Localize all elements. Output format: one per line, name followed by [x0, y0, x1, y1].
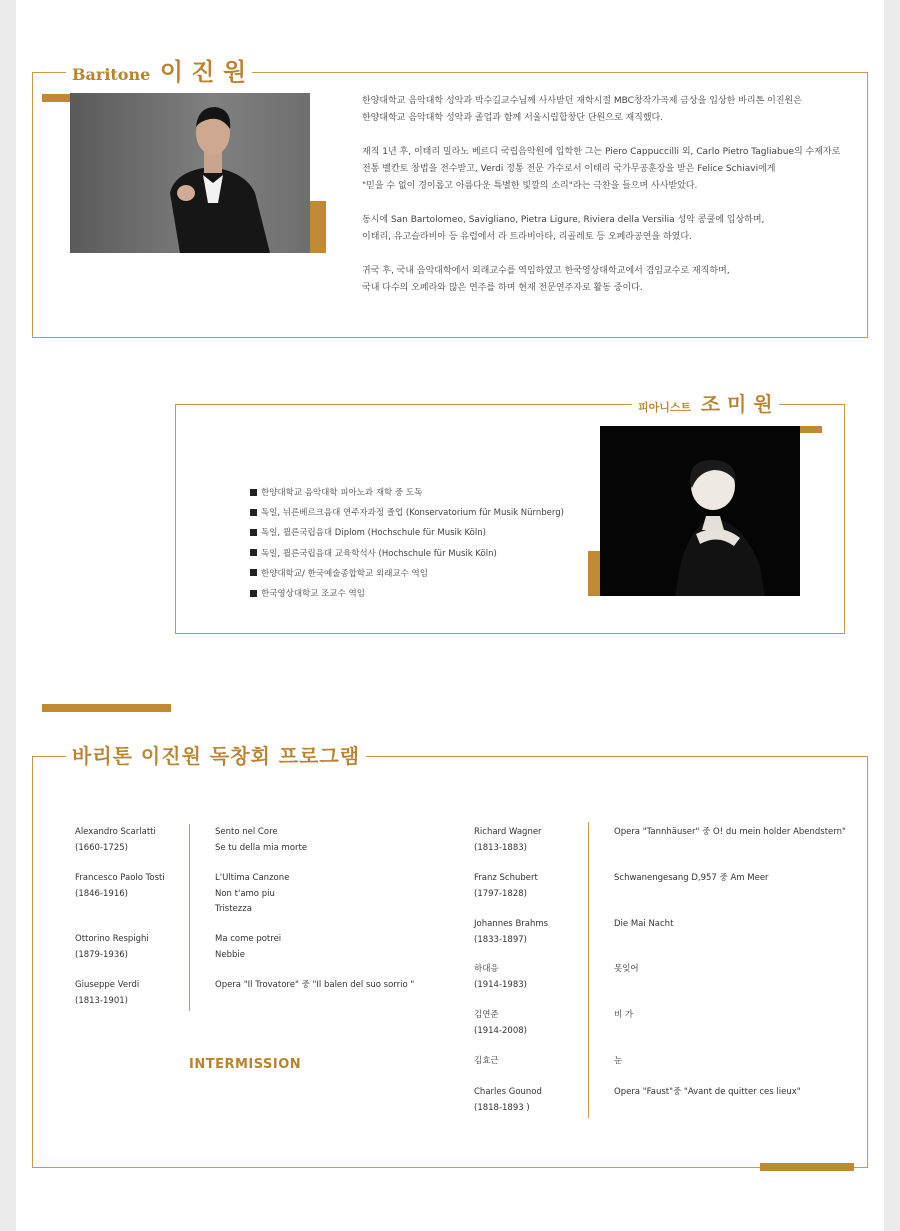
bio-line: 전통 벨칸토 창법을 전수받고, Verdi 정통 전문 가수로서 이태리 국가무공훈장을 받은 Felice Schiavi에게: [362, 164, 776, 174]
list-item: 독일, 쾰른국립음대 교육학석사 (Hochschule für Musik Köln): [250, 543, 564, 563]
program-composer: Charles Gounod (1818-1893 ): [474, 1087, 542, 1113]
pianist-figure-icon: [600, 426, 800, 596]
program-composer: 하대응 (1914-1983): [474, 964, 527, 990]
program-works: Ma come potrei Nebbie: [215, 934, 282, 960]
intermission-label: INTERMISSION: [189, 1057, 302, 1072]
bullet-icon: [250, 489, 257, 496]
program-composer: 김연준 (1914-2008): [474, 1010, 527, 1036]
bullet-icon: [250, 549, 257, 556]
program-works: 못잊어: [614, 964, 639, 974]
list-item: 한양대학교 음악대학 피아노과 재학 중 도독: [250, 482, 564, 502]
program-works: 비 가: [614, 1010, 634, 1020]
bullet-icon: [250, 590, 257, 597]
program-works: Sento nel Core Se tu della mia morte: [215, 827, 308, 853]
baritone-bio: [362, 93, 862, 297]
bullet-icon: [250, 569, 257, 576]
baritone-name: 이 진 원: [159, 58, 247, 86]
program-top-bar: [42, 704, 171, 712]
program-composer: Ottorino Respighi (1879-1936): [75, 934, 149, 960]
bio-line: 재직 1년 후, 이태리 밀라노 베르디 국립음악원에 입학한 그는 Piero Cappuccilli 외, Carlo Pietro Tagliabue의 수제자로: [362, 147, 841, 157]
program-works: L'Ultima Canzone Non t'amo piu Tristezza: [215, 873, 290, 914]
list-item: 독일, 뉘른베르크음대 연주자과정 졸업 (Konservatorium für Musik Nürnberg): [250, 502, 564, 522]
program-composer: Alexandro Scarlatti (1660-1725): [75, 827, 156, 853]
program-bottom-bar: [760, 1163, 854, 1171]
program-works: Opera "Tannhäuser" 중 O! du mein holder Abendstern": [614, 827, 846, 837]
bio-line: "믿을 수 없이 경이롭고 아름다운 특별한 빛깔의 소리"라는 극찬을 들으며 사사받았다.: [362, 181, 698, 191]
bio-line: 이태리, 유고슬라비아 등 유럽에서 라 트라비아타, 리골레토 등 오페라공연을 하였다.: [362, 232, 692, 242]
program-works: Opera "Faust"중 "Avant de quitter ces lieux": [614, 1087, 801, 1097]
baritone-heading: [66, 52, 252, 92]
program-composer: Giuseppe Verdi (1813-1901): [75, 980, 140, 1006]
program-composer: Franz Schubert (1797-1828): [474, 873, 538, 899]
baritone-role: Baritone: [72, 65, 151, 84]
program-works: Die Mai Nacht: [614, 919, 674, 929]
bio-line: 국내 다수의 오페라와 많은 연주를 하며 현재 전문연주자로 활동 중이다.: [362, 283, 643, 293]
baritone-photo: [70, 93, 310, 253]
pianist-photo: [600, 426, 800, 596]
bio-line: 한양대학교 음악대학 성악과 박수길교수님께 사사받던 재학시절 MBC창작가곡제 금상을 입상한 바리톤 이진원은: [362, 96, 802, 106]
bio-line: 한양대학교 음악대학 성악과 졸업과 함께 서울시립합창단 단원으로 재직했다.: [362, 113, 664, 123]
right-column-divider: [588, 822, 589, 1118]
pianist-heading: [632, 386, 779, 422]
program-composer: Francesco Paolo Tosti (1846-1916): [75, 873, 165, 899]
program-composer: 김효근: [474, 1056, 499, 1066]
list-item: 독일, 쾰른국립음대 Diplom (Hochschule für Musik Köln): [250, 522, 564, 542]
left-column-divider: [189, 824, 190, 1011]
pianist-role: 피아니스트: [638, 401, 692, 414]
program-title: 바리톤 이진원 독창회 프로그램: [66, 736, 366, 776]
baritone-figure-icon: [70, 93, 310, 253]
program-works: Opera "Il Trovatore" 중 "Il balen del suo sorrio ": [215, 980, 415, 990]
program-composer: Richard Wagner (1813-1883): [474, 827, 542, 853]
program-works: Schwanengesang D,957 중 Am Meer: [614, 873, 769, 883]
pianist-name: 조 미 원: [700, 392, 773, 416]
bio-line: 귀국 후, 국내 음악대학에서 외래교수를 역임하였고 한국영상대학교에서 겸임교수로 재직하며,: [362, 266, 730, 276]
list-item: 한국영상대학교 조교수 역임: [250, 583, 564, 603]
baritone-photo-accent: [310, 201, 326, 253]
program-composer: Johannes Brahms (1833-1897): [474, 919, 549, 945]
pianist-bio-list: [250, 482, 564, 603]
program-works: 눈: [614, 1056, 623, 1066]
list-item: 한양대학교/ 한국예술종합학교 외래교수 역임: [250, 563, 564, 583]
bullet-icon: [250, 529, 257, 536]
bullet-icon: [250, 509, 257, 516]
bio-line: 동시에 San Bartolomeo, Savigliano, Pietra Ligure, Riviera della Versilia 성악 콩쿨에 입상하며,: [362, 215, 765, 225]
pianist-photo-accent: [588, 551, 600, 596]
